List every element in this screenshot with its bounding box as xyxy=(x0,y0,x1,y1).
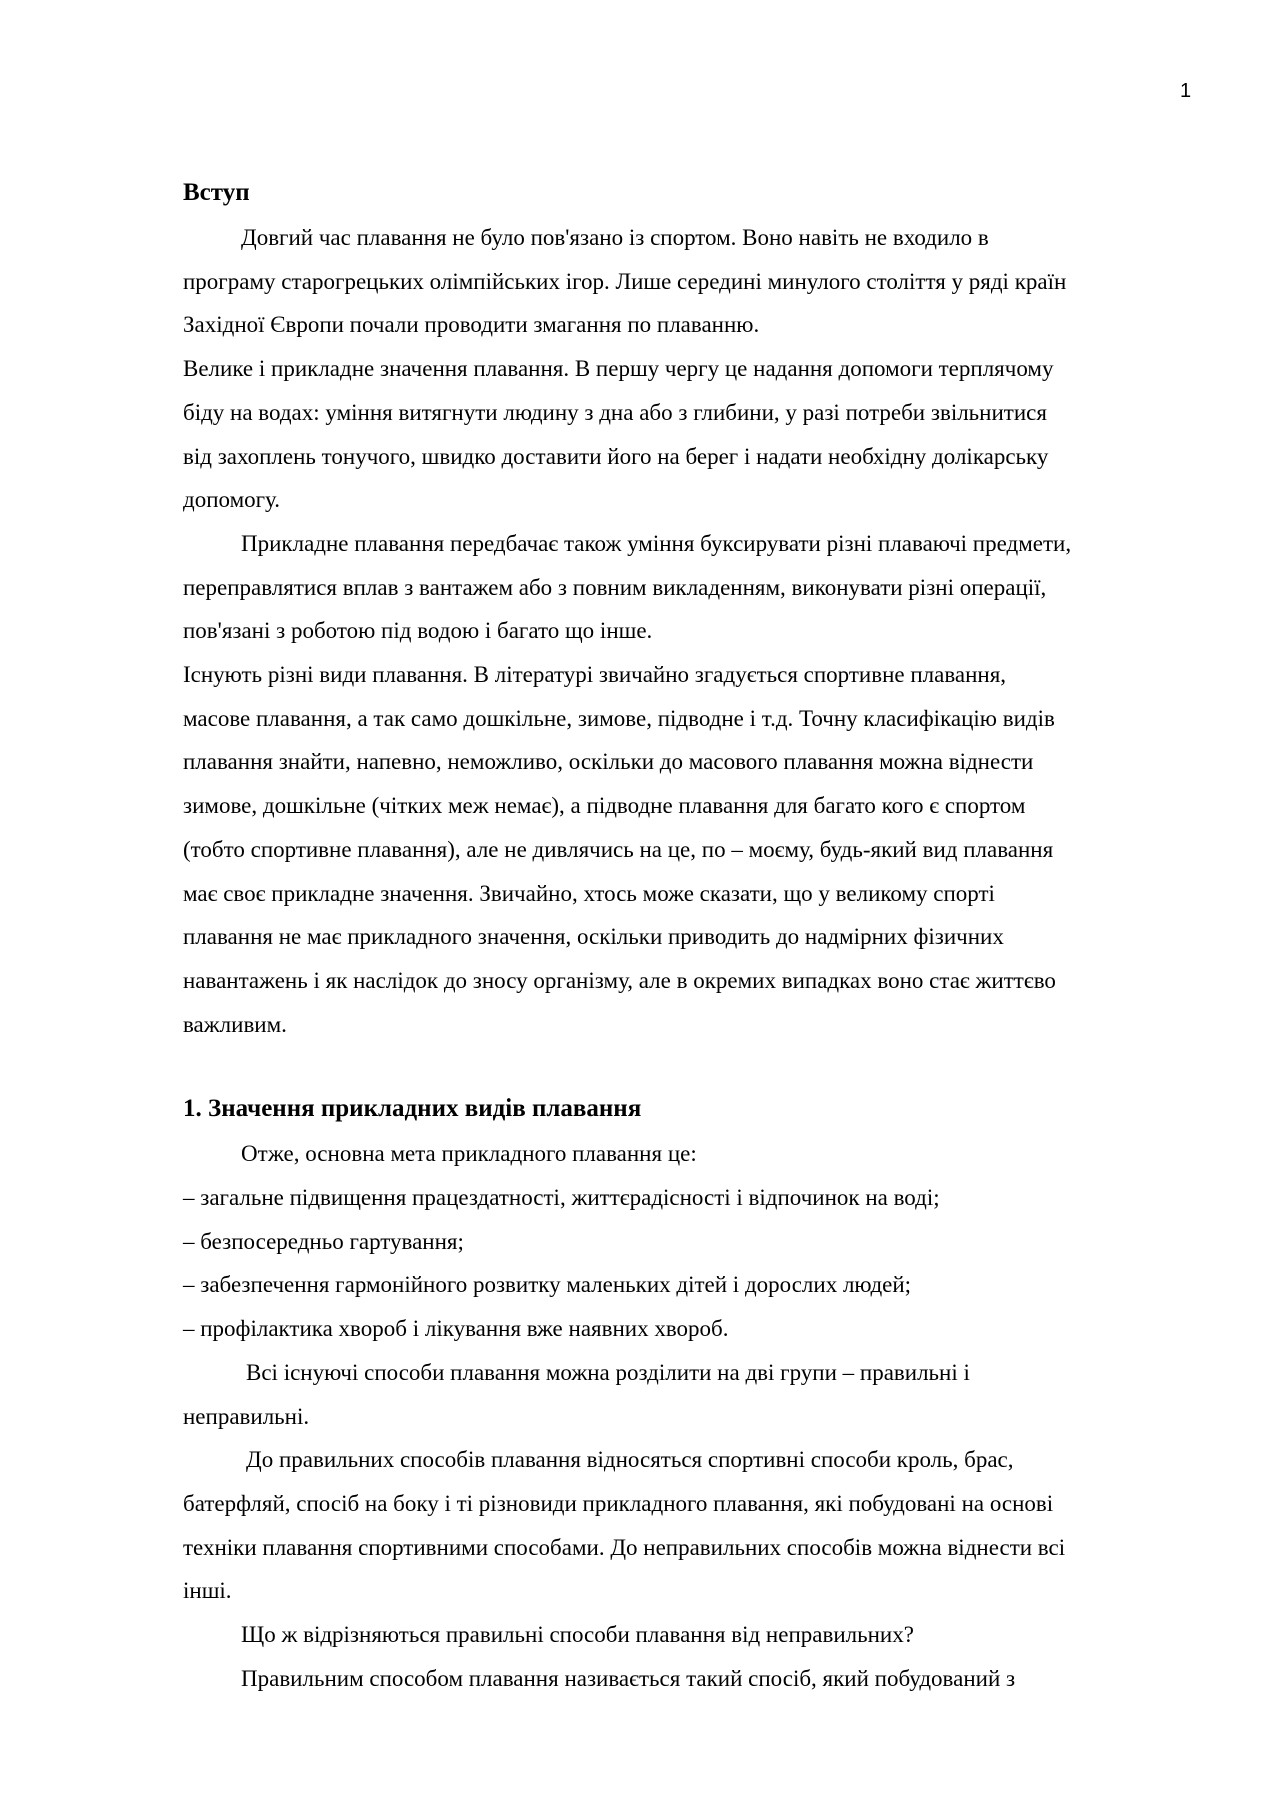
intro-line: Прикладне плавання передбачає також уміння буксирувати різні плаваючі предмети, xyxy=(241,530,1072,556)
intro-line: Західної Європи почали проводити змагання по плаванню. xyxy=(183,312,760,338)
section1-line: Всі існуючі способи плавання можна розділити на дві групи – правильні і xyxy=(246,1359,970,1385)
intro-line: Велике і прикладне значення плавання. В першу чергу це надання допомоги терплячому xyxy=(183,356,1054,382)
intro-line: зимове, дошкільне (чітких меж немає), а підводне плавання для багато кого є спортом xyxy=(183,793,1026,819)
intro-line: біду на водах: уміння витягнути людину з дна або з глибини, у разі потреби звільнитися xyxy=(183,399,1047,425)
section1-line: До правильних способів плавання відносяться спортивні способи кроль, брас, xyxy=(246,1447,1014,1473)
section1-line: Отже, основна мета прикладного плавання це: xyxy=(241,1141,697,1167)
section1-list-item: – профілактика хвороб і лікування вже наявних хвороб. xyxy=(183,1316,729,1342)
section1-line: батерфляй, спосіб на боку і ті різновиди прикладного плавання, які побудовані на основі xyxy=(183,1490,1054,1516)
intro-line: плавання не має прикладного значення, оскільки приводить до надмірних фізичних xyxy=(183,924,1004,950)
intro-line: програму старогрецьких олімпійських ігор. Лише середині минулого століття у ряді країн xyxy=(183,268,1067,294)
intro-line: плавання знайти, напевно, неможливо, оскільки до масового плавання можна віднести xyxy=(183,749,1034,775)
intro-line: важливим. xyxy=(183,1011,287,1037)
section1-list-item: – безпосередньо гартування; xyxy=(183,1228,464,1254)
intro-line: навантажень і як наслідок до зносу організму, але в окремих випадках воно стає життєво xyxy=(183,967,1056,993)
section-gap xyxy=(183,1046,1183,1086)
intro-line: допомогу. xyxy=(183,487,281,513)
intro-heading: Вступ xyxy=(183,179,250,206)
section1-line: інші. xyxy=(183,1578,232,1604)
section1-line: техніки плавання спортивними способами. До неправильних способів можна віднести всі xyxy=(183,1534,1066,1560)
intro-line: Існують різні види плавання. В літературі звичайно згадується спортивне плавання, xyxy=(183,662,1007,688)
intro-line: від захоплень тонучого, швидко доставити його на берег і надати необхідну долікарську xyxy=(183,443,1049,469)
intro-line: пов'язані з роботою під водою і багато що інше. xyxy=(183,618,653,644)
intro-line: Довгий час плавання не було пов'язано із спортом. Воно навіть не входило в xyxy=(241,225,989,250)
section1-line: Правильним способом плавання називається такий спосіб, який побудований з xyxy=(241,1665,1016,1691)
intro-line: має своє прикладне значення. Звичайно, хтось може сказати, що у великому спорті xyxy=(183,880,995,906)
document-body xyxy=(183,170,1183,1701)
section1-list-item: – загальне підвищення працездатності, життєрадісності і відпочинок на воді; xyxy=(183,1185,940,1211)
section1-list-item: – забезпечення гармонійного розвитку маленьких дітей і дорослих людей; xyxy=(183,1272,912,1298)
page-number: 1 xyxy=(1180,80,1192,102)
intro-line: переправлятися вплав з вантажем або з повним викладенням, виконувати різні операції, xyxy=(183,574,1047,600)
intro-line: масове плавання, а так само дошкільне, зимове, підводне і т.д. Точну класифікацію видів xyxy=(183,705,1055,731)
section1-line: неправильні. xyxy=(183,1403,310,1429)
section1-line: Що ж відрізняються правильні способи плавання від неправильних? xyxy=(241,1622,914,1648)
section1-heading: 1. Значення прикладних видів плавання xyxy=(183,1095,642,1123)
intro-line: (тобто спортивне плавання), але не дивлячись на це, по – моєму, будь-який вид плавання xyxy=(183,836,1054,862)
